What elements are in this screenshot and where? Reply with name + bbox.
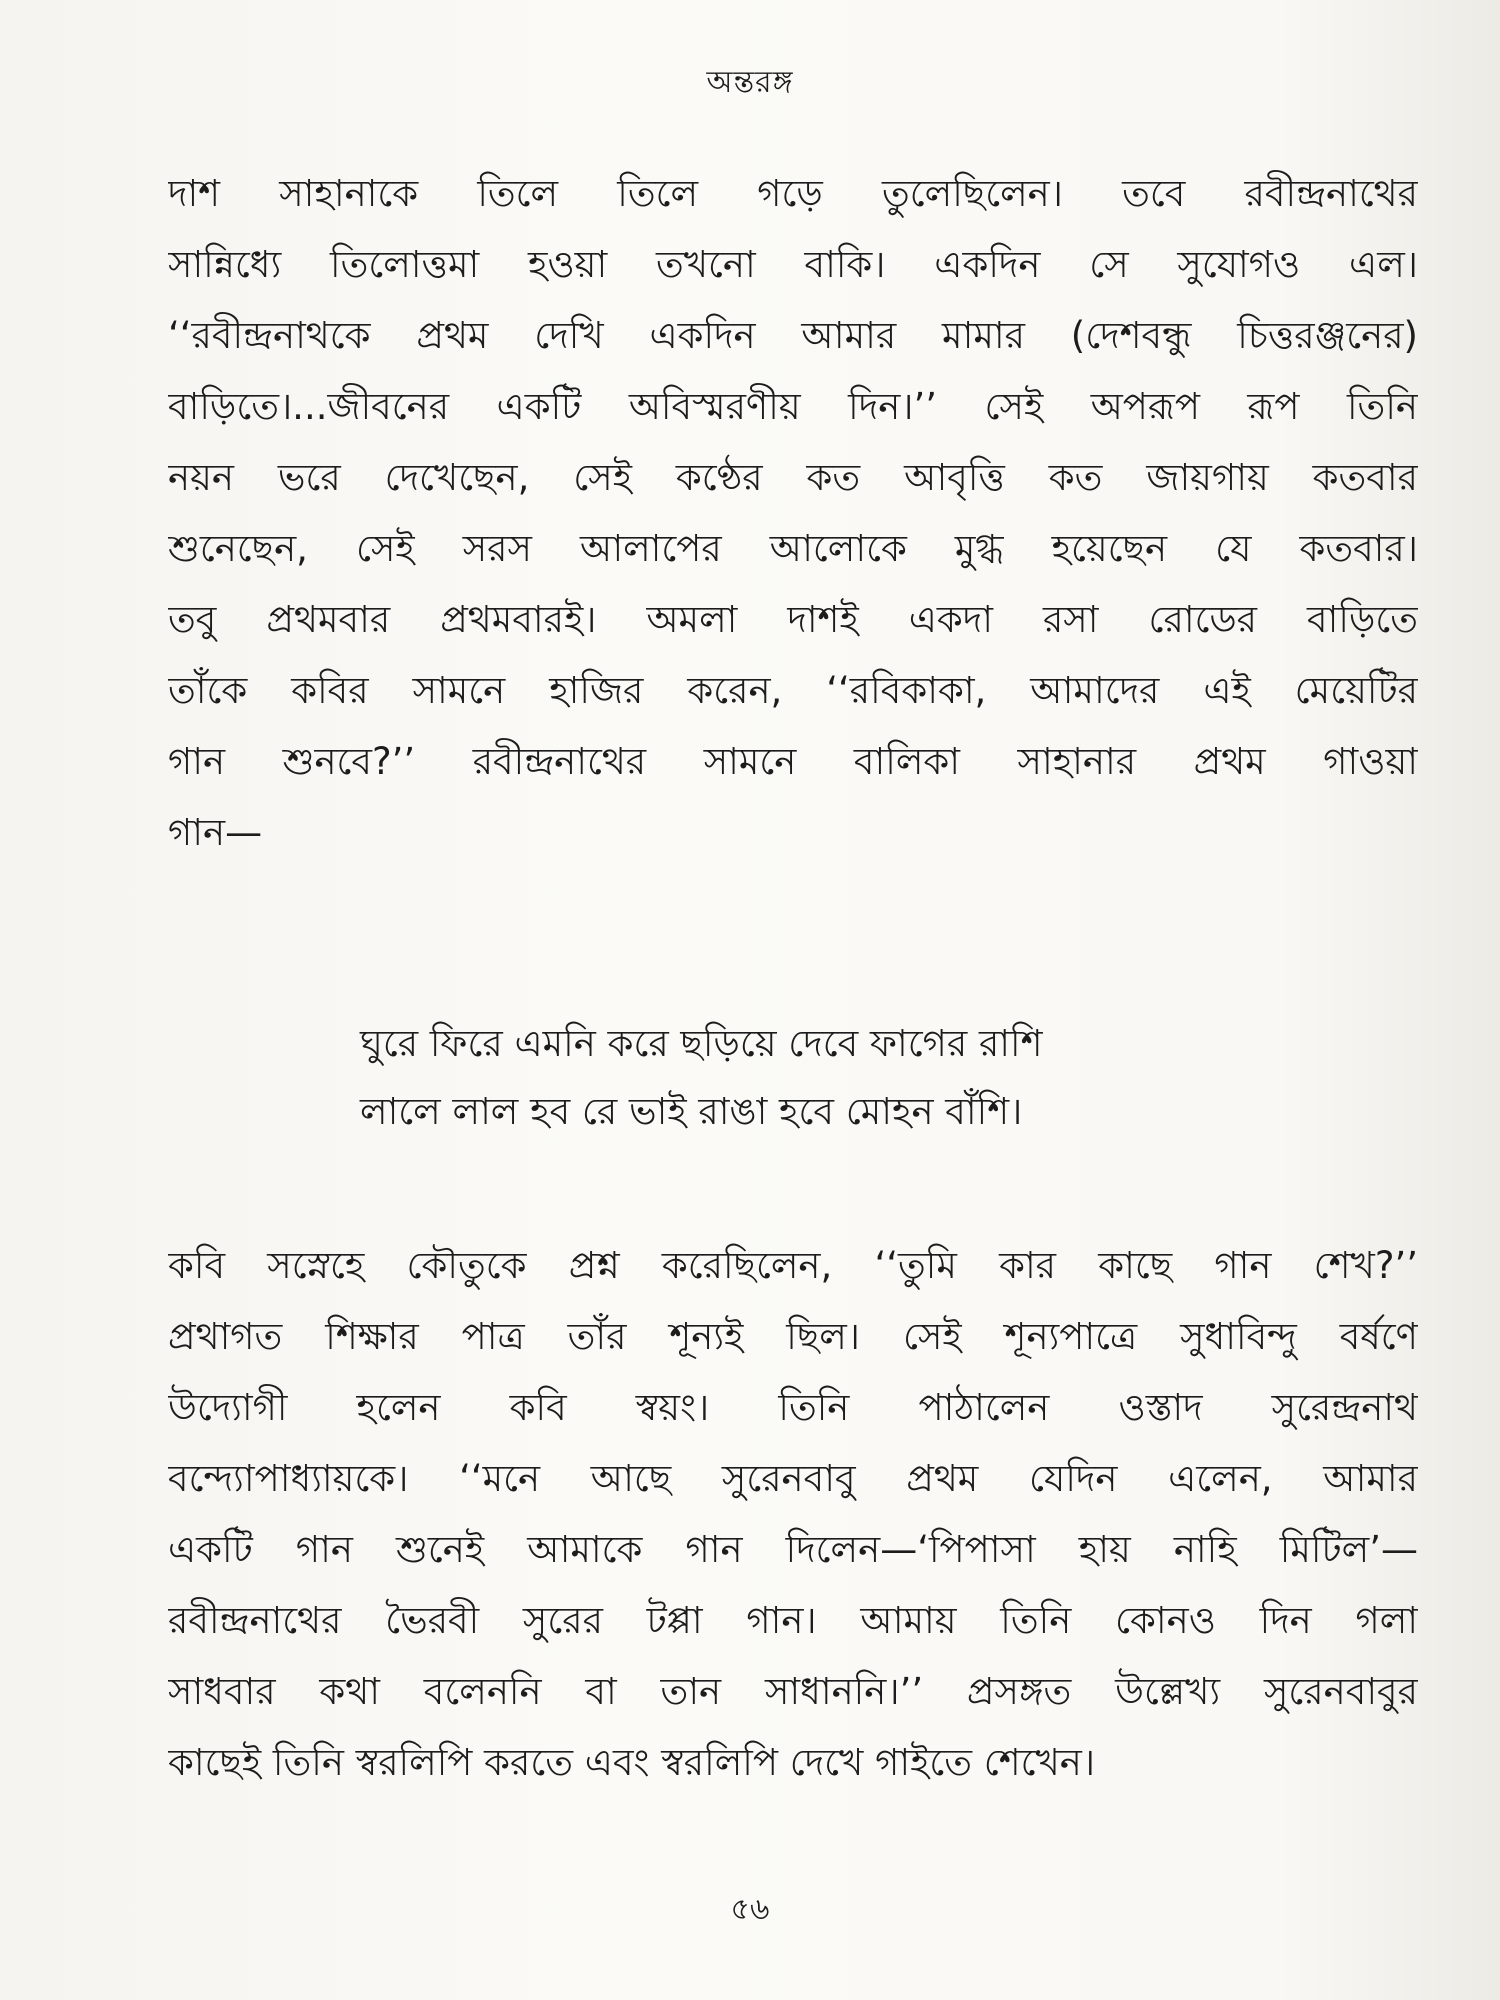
text-line: তবু প্রথমবার প্রথমবারই। অমলা দাশই একদা রসা রোডের বাড়িতে bbox=[168, 598, 1418, 641]
text-line: সাধবার কথা বলেননি বা তান সাধাননি।’’ প্রসঙ্গত উল্লেখ্য সুরেনবাবুর bbox=[168, 1670, 1418, 1713]
text-line: শুনেছেন, সেই সরস আলাপের আলোকে মুগ্ধ হয়েছেন যে কতবার। bbox=[168, 527, 1418, 570]
text-line: নয়ন ভরে দেখেছেন, সেই কণ্ঠের কত আবৃত্তি কত জায়গায় কতবার bbox=[168, 456, 1418, 499]
text-line: কাছেই তিনি স্বরলিপি করতে এবং স্বরলিপি দেখে গাইতে শেখেন। bbox=[168, 1741, 1096, 1784]
text-line: উদ্যোগী হলেন কবি স্বয়ং। তিনি পাঠালেন ওস্তাদ সুরেন্দ্রনাথ bbox=[168, 1386, 1418, 1429]
text-line: কবি সস্নেহে কৌতুকে প্রশ্ন করেছিলেন, ‘‘তুমি কার কাছে গান শেখ?’’ bbox=[168, 1244, 1418, 1287]
text-line: বন্দ্যোপাধ্যায়কে। ‘‘মনে আছে সুরেনবাবু প্রথম যেদিন এলেন, আমার bbox=[168, 1457, 1418, 1500]
text-line: বাড়িতে।...জীবনের একটি অবিস্মরণীয় দিন।’’ সেই অপরূপ রূপ তিনি bbox=[168, 385, 1418, 428]
text-line: ‘‘রবীন্দ্রনাথকে প্রথম দেখি একদিন আমার মামার (দেশবন্ধু চিত্তরঞ্জনের) bbox=[168, 314, 1418, 357]
text-line: প্রথাগত শিক্ষার পাত্র তাঁর শূন্যই ছিল। সেই শূন্যপাত্রে সুধাবিন্দু বর্ষণে bbox=[168, 1315, 1418, 1358]
song-verse bbox=[360, 1010, 1260, 1146]
running-head: অন্তরঙ্গ bbox=[706, 65, 794, 100]
text-line: গান— bbox=[168, 811, 263, 854]
text-line: গান শুনবে?’’ রবীন্দ্রনাথের সামনে বালিকা সাহানার প্রথম গাওয়া bbox=[168, 740, 1418, 783]
text-line: একটি গান শুনেই আমাকে গান দিলেন—‘পিপাসা হায় নাহি মিটিল’— bbox=[168, 1528, 1418, 1571]
text-line: দাশ সাহানাকে তিলে তিলে গড়ে তুলেছিলেন। তবে রবীন্দ্রনাথের bbox=[168, 172, 1418, 215]
paragraph-2 bbox=[168, 1230, 1418, 1798]
text-line: তাঁকে কবির সামনে হাজির করেন, ‘‘রবিকাকা, আমাদের এই মেয়েটির bbox=[168, 669, 1418, 712]
verse-line: লালে লাল হব রে ভাই রাঙা হবে মোহন বাঁশি। bbox=[360, 1090, 1023, 1133]
text-line: রবীন্দ্রনাথের ভৈরবী সুরের টপ্পা গান। আমায় তিনি কোনও দিন গলা bbox=[168, 1599, 1418, 1642]
page-number: ৫৬ bbox=[730, 1892, 770, 1927]
verse-line: ঘুরে ফিরে এমনি করে ছড়িয়ে দেবে ফাগের রাশি bbox=[360, 1022, 1043, 1065]
paragraph-1 bbox=[168, 158, 1418, 868]
text-line: সান্নিধ্যে তিলোত্তমা হওয়া তখনো বাকি। একদিন সে সুযোগও এল। bbox=[168, 243, 1418, 286]
